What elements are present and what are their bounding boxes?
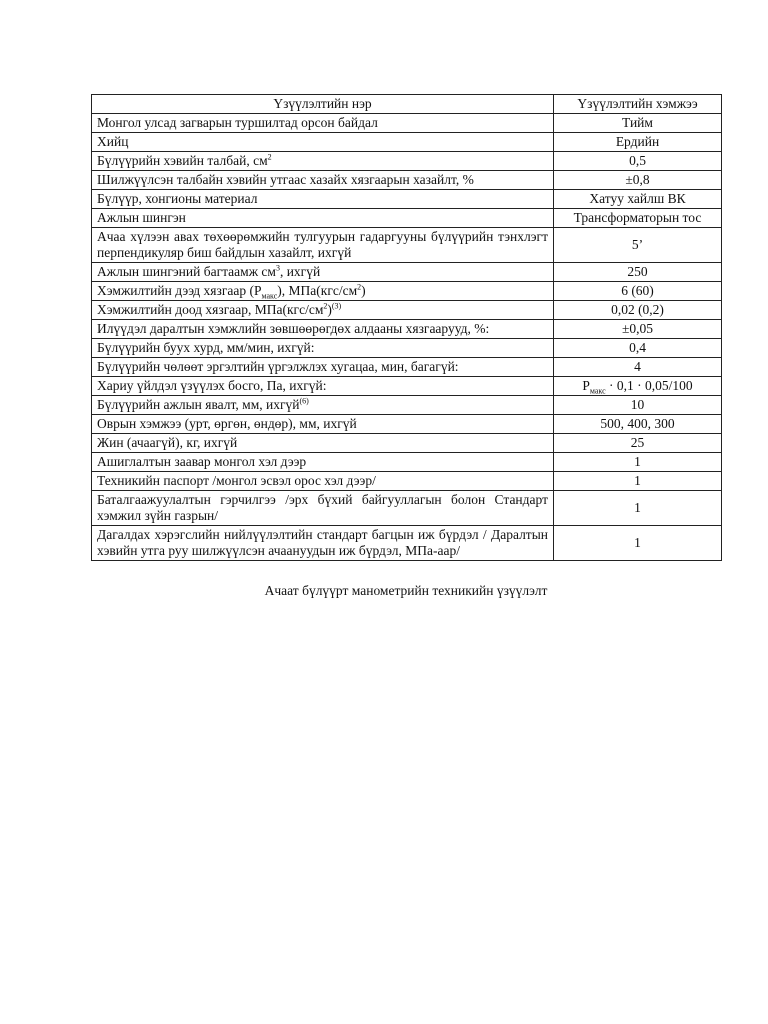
table-row <box>92 377 722 396</box>
table-caption: Ачаат бүлүүрт манометрийн техникийн үзүүлэлт <box>264 583 548 598</box>
row-name <box>92 282 554 301</box>
row-name <box>92 263 554 282</box>
row-name-text: Ажлын шингэний багтаамж см <box>97 264 276 279</box>
row-value: 1 <box>554 472 722 491</box>
row-name: Ашиглалтын заавар монгол хэл дээр <box>92 453 554 472</box>
row-value: ±0,8 <box>554 171 722 190</box>
row-name: Илүүдэл даралтын хэмжлийн зөвшөөрөгдөх алдааны хязгаарууд, %: <box>92 320 554 339</box>
row-name-text: Хэмжилтийн дээд хязгаар (P <box>97 283 262 298</box>
table-row <box>92 209 722 228</box>
table-row <box>92 301 722 320</box>
row-name-text: Бүлүүрийн ажлын явалт, мм, ихгүй <box>97 397 300 412</box>
row-name: Хариу үйлдэл үзүүлэх босго, Па, ихгүй: <box>92 377 554 396</box>
table-row <box>92 339 722 358</box>
row-name: Хийц <box>92 133 554 152</box>
row-value: 250 <box>554 263 722 282</box>
row-value: 5’ <box>554 228 722 263</box>
row-value: 500, 400, 300 <box>554 415 722 434</box>
table-row <box>92 228 722 263</box>
superscript: 3 <box>275 263 280 273</box>
table-row <box>92 434 722 453</box>
table-row <box>92 415 722 434</box>
row-value: Трансформаторын тос <box>554 209 722 228</box>
footnote-ref: (6) <box>299 396 309 406</box>
table-header-row <box>92 95 722 114</box>
row-value: Тийм <box>554 114 722 133</box>
row-name: Баталгаажуулалтын гэрчилгээ /эрх бүхий байгууллагын болон Стандарт хэмжил зүйн газрын/ <box>92 491 554 526</box>
superscript: 2 <box>357 282 362 292</box>
row-name: Бүлүүр, хонгионы материал <box>92 190 554 209</box>
row-value: 10 <box>554 396 722 415</box>
row-name: Ажлын шингэн <box>92 209 554 228</box>
row-name-tail: ) <box>327 302 332 317</box>
row-name: Жин (ачаагүй), кг, ихгүй <box>92 434 554 453</box>
specification-table <box>91 94 722 561</box>
row-value: 4 <box>554 358 722 377</box>
table-row <box>92 152 722 171</box>
column-header-name: Үзүүлэлтийн нэр <box>92 95 554 114</box>
value-prefix: P <box>582 378 590 393</box>
table-row <box>92 263 722 282</box>
table-row <box>92 114 722 133</box>
table-row <box>92 358 722 377</box>
row-name: Оврын хэмжээ (урт, өргөн, өндөр), мм, ихгүй <box>92 415 554 434</box>
row-value: 0,02 (0,2) <box>554 301 722 320</box>
row-value: 6 (60) <box>554 282 722 301</box>
row-value: ±0,05 <box>554 320 722 339</box>
row-name <box>92 301 554 320</box>
superscript: 2 <box>267 152 272 162</box>
table-row <box>92 320 722 339</box>
table-row <box>92 491 722 526</box>
table-row <box>92 396 722 415</box>
row-value: 1 <box>554 526 722 561</box>
table-row <box>92 133 722 152</box>
row-name-tail-2: ) <box>361 283 366 298</box>
row-name: Монгол улсад загварын туршилтад орсон байдал <box>92 114 554 133</box>
row-value: 25 <box>554 434 722 453</box>
row-value <box>554 377 722 396</box>
table-row <box>92 526 722 561</box>
row-value: 0,5 <box>554 152 722 171</box>
row-name-tail: ), МПа(кгс/см <box>277 283 358 298</box>
row-name-text: Бүлүүрийн хэвийн талбай, см <box>97 153 268 168</box>
subscript: макс <box>261 291 278 301</box>
value-text: · 0,1 · 0,05/100 <box>605 378 693 393</box>
row-value: Ердийн <box>554 133 722 152</box>
row-name <box>92 396 554 415</box>
superscript: 2 <box>323 301 328 311</box>
table-row <box>92 282 722 301</box>
row-name: Шилжүүлсэн талбайн хэвийн утгаас хазайх хязгаарын хазайлт, % <box>92 171 554 190</box>
table-row <box>92 453 722 472</box>
row-name: Ачаа хүлээн авах төхөөрөмжийн тулгуурын гадаргууны бүлүүрийн тэнхлэгт перпендикуляр биш байдлын хазайлт, ихгүй <box>92 228 554 263</box>
row-value: 1 <box>554 491 722 526</box>
footnote-ref: (3) <box>331 301 342 311</box>
column-header-value: Үзүүлэлтийн хэмжээ <box>554 95 722 114</box>
row-value: 1 <box>554 453 722 472</box>
row-value: Хатуу хайлш ВК <box>554 190 722 209</box>
subscript: макс <box>589 386 606 396</box>
row-value: 0,4 <box>554 339 722 358</box>
row-name: Бүлүүрийн чөлөөт эргэлтийн үргэлжлэх хугацаа, мин, багагүй: <box>92 358 554 377</box>
row-name: Дагалдах хэрэгслийн нийлүүлэлтийн стандарт багцын иж бүрдэл / Даралтын хэвийн утга руу шилжүүлсэн ачаануудын иж бүрдэл, МПа-аар/ <box>92 526 554 561</box>
row-name-text: Хэмжилтийн доод хязгаар, МПа(кгс/см <box>97 302 324 317</box>
table-row <box>92 190 722 209</box>
row-name-tail: , ихгүй <box>279 264 321 279</box>
row-name: Техникийн паспорт /монгол эсвэл орос хэл дээр/ <box>92 472 554 491</box>
row-name: Бүлүүрийн буух хурд, мм/мин, ихгүй: <box>92 339 554 358</box>
table-row <box>92 472 722 491</box>
table-row <box>92 171 722 190</box>
row-name <box>92 152 554 171</box>
